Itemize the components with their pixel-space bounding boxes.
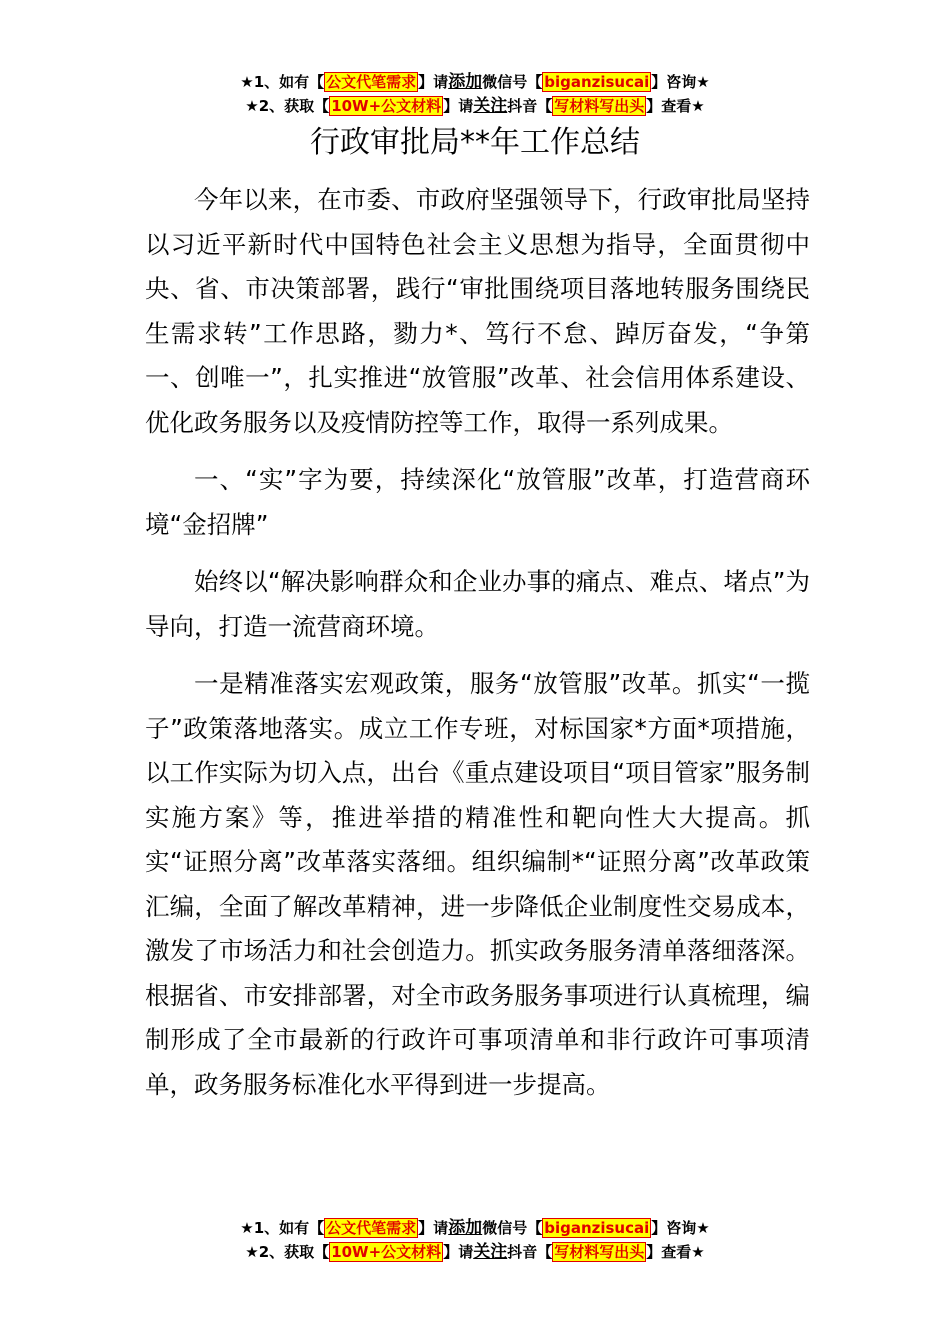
banner-text: ★2、获取【 [245,97,330,115]
banner-text: 抖音【 [507,1243,553,1261]
banner-line-1 [0,70,950,94]
banner-text: 】请 [443,97,474,115]
banner-text: 】咨询★ [651,1219,710,1237]
paragraph-intro: 今年以来，在市委、市政府坚强领导下，行政审批局坚持以习近平新时代中国特色社会主义思想为指导，全面贯彻中央、省、市决策部署，践行“审批围绕项目落地转服务围绕民生需求转”工作思路，勠力*、笃行不怠、踔厉奋发，“争第一、创唯一”，扎实推进“放管服”改革、社会信用体系建设、优化政务服务以及疫情防控等工作，取得一系列成果。 [145,185,810,437]
banner-underline: 关注 [473,96,508,116]
banner-underline: 添加 [448,72,483,92]
banner-highlight-wechat-id: biganzisucai [544,73,650,91]
banner-text: ★1、如有【 [240,73,325,91]
banner-highlight-douyin: 写材料写出头 [554,97,645,115]
document-body [145,178,810,1120]
banner-text: 微信号【 [482,1219,543,1237]
banner-highlight: 10W+公文材料 [331,97,442,115]
banner-text: 】请 [418,1219,449,1237]
banner-underline: 关注 [473,1242,508,1262]
document-title: 行政审批局**年工作总结 [310,125,640,160]
banner-line-1 [0,1216,950,1240]
paragraph: 始终以“解决影响群众和企业办事的痛点、难点、堵点”为导向，打造一流营商环境。 [145,567,810,641]
banner-text: 】咨询★ [651,73,710,91]
banner-text: 微信号【 [482,73,543,91]
banner-text: 】请 [443,1243,474,1261]
banner-text: 】查看★ [646,1243,705,1261]
banner-underline: 添加 [448,1218,483,1238]
paragraph: 一是精准落实宏观政策，服务“放管服”改革。抓实“一揽子”政策落地落实。成立工作专班，对标国家*方面*项措施，以工作实际为切入点，出台《重点建设项目“项目管家”服务制实施方案》等，推进举措的精准性和靶向性大大提高。抓实“证照分离”改革落实落细。组织编制*“证照分离”改革政策汇编，全面了解改革精神，进一步降低企业制度性交易成本，激发了市场活力和社会创造力。抓实政务服务清单落细落深。根据省、市安排部署，对全市政务服务事项进行认真梳理，编制形成了全市最新的行政许可事项清单和非行政许可事项清单，政务服务标准化水平得到进一步提高。 [145,669,810,1099]
banner-line-2 [0,94,950,118]
banner-highlight-wechat-id: biganzisucai [544,1219,650,1237]
banner-text: 抖音【 [507,97,553,115]
section-heading: 一、“实”字为要，持续深化“放管服”改革，打造营商环境“金招牌” [145,465,810,539]
banner-text: 】查看★ [646,97,705,115]
banner-text: 】请 [418,73,449,91]
banner-highlight: 公文代笔需求 [326,73,417,91]
banner-highlight: 10W+公文材料 [331,1243,442,1261]
banner-highlight-douyin: 写材料写出头 [554,1243,645,1261]
banner-line-2 [0,1240,950,1264]
header-ad-banner [0,70,950,118]
banner-text: ★2、获取【 [245,1243,330,1261]
footer-ad-banner [0,1216,950,1264]
banner-text: ★1、如有【 [240,1219,325,1237]
banner-highlight: 公文代笔需求 [326,1219,417,1237]
